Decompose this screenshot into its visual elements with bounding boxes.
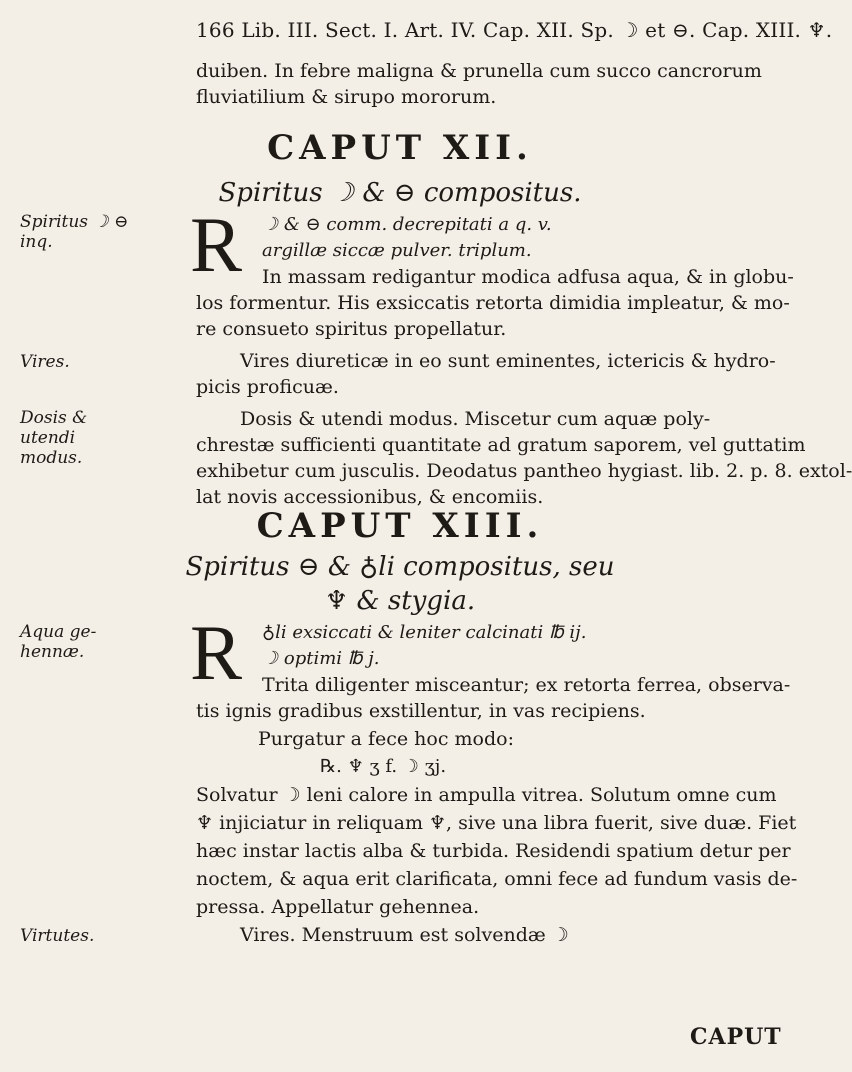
body-line: hæc instar lactis alba & turbida. Residendi spatium detur per bbox=[196, 840, 791, 862]
body-line: los formentur. His exsiccatis retorta dimidia impleatur, & mo- bbox=[196, 292, 790, 314]
chapter-heading: CAPUT XII. bbox=[267, 128, 533, 168]
chapter-title: Spiritus ☽ & ⊖ compositus. bbox=[218, 178, 582, 208]
body-line: Vires. Menstruum est solvendæ ☽ bbox=[240, 924, 569, 946]
body-line: re consueto spiritus propellatur. bbox=[196, 318, 507, 340]
drop-cap: R bbox=[190, 609, 243, 696]
chapter-heading: CAPUT XIII. bbox=[256, 506, 544, 546]
body-line: lat novis accessionibus, & encomiis. bbox=[196, 486, 544, 508]
chapter-title: Spiritus ⊖ & ♁li compositus, seu bbox=[185, 552, 615, 582]
intro-line: duiben. In febre maligna & prunella cum succo cancrorum bbox=[196, 60, 762, 82]
body-line: tis ignis gradibus exstillentur, in vas recipiens. bbox=[196, 700, 646, 722]
chapter-title: ♆ & stygia. bbox=[324, 586, 476, 616]
margin-note: Spiritus ☽ ⊖ inq. bbox=[20, 212, 129, 252]
body-line: Solvatur ☽ leni calore in ampulla vitrea. Solutum omne cum bbox=[196, 784, 777, 806]
body-line: Trita diligenter misceantur; ex retorta ferrea, observa- bbox=[262, 674, 791, 696]
body-line: Vires diureticæ in eo sunt eminentes, ictericis & hydro- bbox=[240, 350, 776, 372]
body-line: In massam redigantur modica adfusa aqua, & in globu- bbox=[262, 266, 794, 288]
margin-note: Aqua ge-hennæ. bbox=[20, 622, 97, 662]
body-line: Purgatur a fece hoc modo: bbox=[258, 728, 514, 750]
recipe-formula: ℞. ♆ ʒ f. ☽ ʒj. bbox=[320, 756, 447, 777]
body-line: exhibetur cum jusculis. Deodatus pantheo hygiast. lib. 2. p. 8. extol- bbox=[196, 460, 852, 482]
body-line: ♆ injiciatur in reliquam ♆, sive una libra fuerit, sive duæ. Fiet bbox=[196, 812, 797, 834]
margin-note: Virtutes. bbox=[20, 926, 95, 946]
body-line: pressa. Appellatur gehennea. bbox=[196, 896, 480, 918]
catchword: CAPUT bbox=[690, 1024, 782, 1050]
body-line: noctem, & aqua erit clarificata, omni fece ad fundum vasis de- bbox=[196, 868, 798, 890]
recipe-line: ♁li exsiccati & leniter calcinati ℔ ij. bbox=[262, 622, 587, 643]
drop-cap: R bbox=[190, 201, 243, 288]
recipe-line: ☽ & ⊖ comm. decrepitati a q. v. bbox=[262, 214, 552, 235]
body-line: chrestæ sufficienti quantitate ad gratum saporem, vel guttatim bbox=[196, 434, 806, 456]
margin-note: Vires. bbox=[20, 352, 70, 372]
margin-note: Dosis & utendi modus. bbox=[20, 408, 88, 468]
body-line: picis proficuæ. bbox=[196, 376, 339, 398]
intro-line: fluviatilium & sirupo mororum. bbox=[196, 86, 497, 108]
running-head: 166 Lib. III. Sect. I. Art. IV. Cap. XII. Sp. ☽ et ⊖. Cap. XIII. ♆. bbox=[196, 18, 833, 42]
body-line: Dosis & utendi modus. Miscetur cum aquæ poly- bbox=[240, 408, 711, 430]
recipe-line: argillæ siccæ pulver. triplum. bbox=[262, 240, 532, 261]
recipe-line: ☽ optimi ℔ j. bbox=[262, 648, 380, 669]
